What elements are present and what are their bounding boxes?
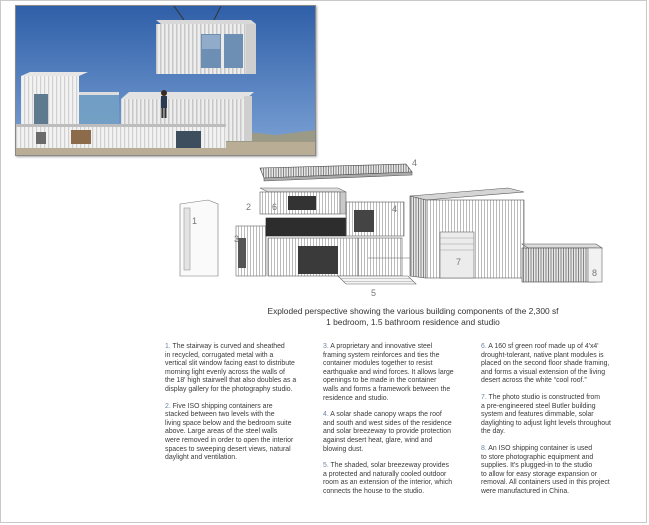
diagram-label-3: 3 [234,234,240,244]
note-number: 3. [323,343,329,350]
note-text: Five ISO shipping containers are stacked between two levels with the living space below and the bedroom suite above. Large areas of the steel walls were removed in order to open the interior spaces to sweeping desert views, natural daylight and ventilation. [165,402,294,462]
note-text: A proprietary and innovative steel framing system reinforces and ties the container modules together to resist earthquake and wind forces. It allows large openings to be made in the container walls and forms a framework between the residence and studio. [323,343,454,402]
note-number: 2. [165,402,171,410]
diagram-label-4-top: 4 [412,158,418,168]
diagram-label-8: 8 [592,268,598,278]
note-number: 8. [481,444,487,452]
note-number: 6. [481,343,487,350]
diagram-label-6: 6 [272,202,278,212]
diagram-label-7: 7 [456,257,462,267]
note-1 [165,343,310,395]
note-5 [323,462,468,496]
note-number: 4. [323,411,329,419]
diagram-label-4: 4 [392,204,398,214]
note-8 [481,445,631,497]
note-text: The photo studio is constructed from a pre-engineered steel Butler building system and features dimmable, solar daylighting to adjust light levels throughout the day. [481,393,611,436]
note-text: The shaded, solar breezeway provides a protected and naturally cooled outdoor room as an extension of the interior, which connects the house to the studio. [323,462,453,495]
note-6 [481,343,631,386]
note-number: 5. [323,462,329,470]
note-number: 7. [481,393,487,401]
diagram-caption [240,306,586,328]
diagram-label-1: 1 [192,216,198,226]
caption-text: Exploded perspective showing the various building components of the 2,300 sf 1 bedroom, 1.5 bathroom residence and studio [267,306,559,327]
exploded-perspective-diagram [178,158,618,298]
notes-column-2 [323,343,468,505]
notes-column-1 [165,343,310,471]
note-7 [481,394,631,437]
note-text: The stairway is curved and sheathed in recycled, corrugated metal with a vertical slit window facing east to distribute morning light evenly across the walls of the 18' high stairwell that also doubles as a display gallery for the photography studio. [165,343,297,393]
diagram-label-5: 5 [371,288,377,298]
construction-photo [15,5,316,156]
note-text: An ISO shipping container is used to store photographic equipment and supplies. It's plugged-in to the studio to allow for easy storage expansion or removal. All containers used in this project were manufactured in China. [481,444,610,495]
note-text: A solar shade canopy wraps the roof and south and west sides of the residence and solar breezeway to provide protection against desert heat, glare, wind and blowing dust. [323,411,452,453]
note-3 [323,343,468,403]
notes-column-3 [481,343,631,505]
note-2 [165,403,310,463]
diagram-label-2: 2 [246,202,252,212]
note-number: 1. [165,343,171,350]
note-text: A 160 sf green roof made up of 4'x4' drought-tolerant, native plant modules is placed on the second floor shade framing, and forms a visual extension of the living desert across the white “cool roof.” [481,343,610,385]
note-4 [323,411,468,454]
